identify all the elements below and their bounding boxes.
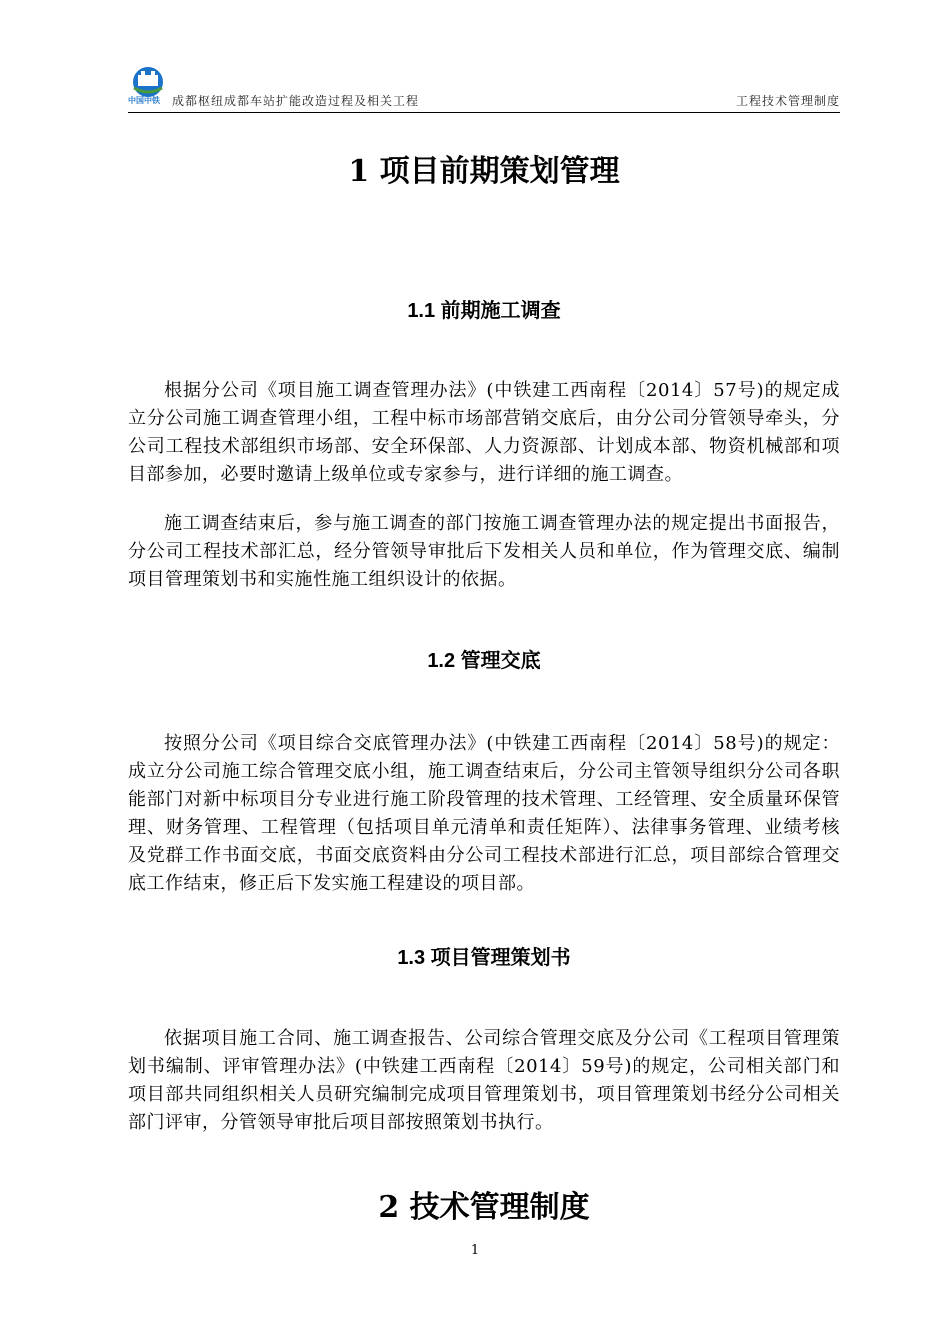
section-1-2-heading: 1.2 管理交底 [427,650,541,672]
section-1-1-paragraph-2: 施工调查结束后，参与施工调查的部门按施工调查管理办法的规定提出书面报告，分公司工程技术部汇总，经分管领导审批后下发相关人员和单位，作为管理交底、编制项目管理策划书和实施性施工组织设计的依据。 [128,513,840,590]
header-document-name: 工程技术管理制度 [735,94,840,108]
logo-text: 中国中铁 [128,96,160,105]
page-number: 1 [470,1243,480,1258]
chapter-1-title: 1 项目前期策划管理 [348,154,620,189]
header-project-name: 成都枢纽成都车站扩能改造过程及相关工程 [172,94,420,108]
chapter-2-title: 2 技术管理制度 [378,1190,590,1225]
section-1-1-heading: 1.1 前期施工调查 [407,300,561,322]
page-header [128,64,840,113]
section-1-3-paragraph-1: 依据项目施工合同、施工调查报告、公司综合管理交底及分公司《工程项目管理策划书编制、评审管理办法》(中铁建工西南程〔2014〕59号)的规定，公司相关部门和项目部共同组织相关人员研究编制完成项目管理策划书，项目管理策划书经分公司相关部门评审，分管领导审批后项目部按照策划书执行。 [128,1028,840,1133]
section-1-3-heading: 1.3 项目管理策划书 [397,947,571,969]
section-1-2-paragraph-1: 按照分公司《项目综合交底管理办法》(中铁建工西南程〔2014〕58号)的规定：成立分公司施工综合管理交底小组，施工调查结束后，分公司主管领导组织分公司各职能部门对新中标项目分专业进行施工阶段管理的技术管理、工经管理、安全质量环保管理、财务管理、工程管理（包括项目单元清单和责任矩阵）、法律事务管理、业绩考核及党群工作书面交底，书面交底资料由分公司工程技术部进行汇总，项目部综合管理交底工作结束，修正后下发实施工程建设的项目部。 [128,733,840,894]
section-1-1-paragraph-1: 根据分公司《项目施工调查管理办法》(中铁建工西南程〔2014〕57号)的规定成立分公司施工调查管理小组，工程中标市场部营销交底后，由分公司分管领导牵头，分公司工程技术部组织市场部、安全环保部、人力资源部、计划成本部、物资机械部和项目部参加，必要时邀请上级单位或专家参与，进行详细的施工调查。 [128,380,840,485]
